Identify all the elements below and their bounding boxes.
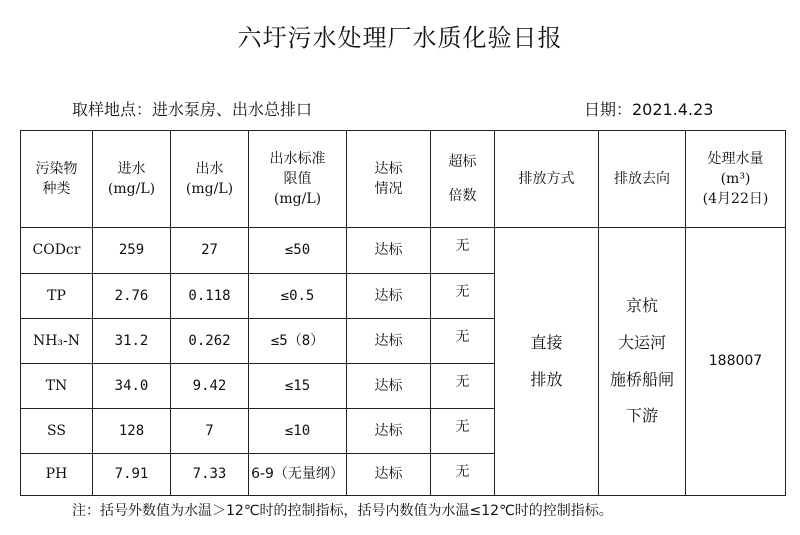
header-row <box>21 131 786 228</box>
exceed-cell: 无 <box>431 364 495 409</box>
outflow-cell: 0.118 <box>171 274 249 319</box>
header-discharge-method: 排放方式 <box>495 131 599 228</box>
exceed-cell: 无 <box>431 274 495 319</box>
status-cell: 达标 <box>347 274 431 319</box>
header-pollutant: 污染物 种类 <box>21 131 93 228</box>
inflow-cell: 34.0 <box>93 364 171 409</box>
pollutant-cell: NH₃-N <box>21 319 93 364</box>
outflow-cell: 27 <box>171 228 249 274</box>
exceed-cell: 无 <box>431 409 495 454</box>
status-cell: 达标 <box>347 319 431 364</box>
limit-cell: ≤15 <box>249 364 347 409</box>
inflow-cell: 7.91 <box>93 454 171 496</box>
inflow-cell: 259 <box>93 228 171 274</box>
limit-cell: ≤5（8） <box>249 319 347 364</box>
header-inflow: 进水 (mg/L) <box>93 131 171 228</box>
inflow-cell: 128 <box>93 409 171 454</box>
status-cell: 达标 <box>347 364 431 409</box>
sampling-location: 取样地点：进水泵房、出水总排口 <box>72 100 313 119</box>
exceed-cell: 无 <box>431 454 495 496</box>
water-quality-table <box>20 130 786 496</box>
outflow-cell: 7.33 <box>171 454 249 496</box>
inflow-cell: 2.76 <box>93 274 171 319</box>
inflow-cell: 31.2 <box>93 319 171 364</box>
footnote: 注：括号外数值为水温＞12℃时的控制指标，括号内数值为水温≤12℃时的控制指标。 <box>72 503 613 519</box>
header-limit: 出水标准 限值 (mg/L) <box>249 131 347 228</box>
exceed-cell: 无 <box>431 228 495 274</box>
exceed-cell: 无 <box>431 319 495 364</box>
report-title: 六圩污水处理厂水质化验日报 <box>237 24 563 52</box>
pollutant-cell: CODcr <box>21 228 93 274</box>
header-discharge-dest: 排放去向 <box>599 131 686 228</box>
header-outflow: 出水 (mg/L) <box>171 131 249 228</box>
status-cell: 达标 <box>347 454 431 496</box>
limit-cell: ≤10 <box>249 409 347 454</box>
header-status: 达标 情况 <box>347 131 431 228</box>
outflow-cell: 9.42 <box>171 364 249 409</box>
status-cell: 达标 <box>347 228 431 274</box>
header-volume: 处理水量 (m³) (4月22日) <box>686 131 786 228</box>
pollutant-cell: TN <box>21 364 93 409</box>
discharge-method-cell: 直接 排放 <box>495 228 599 496</box>
volume-cell: 188007 <box>686 228 786 496</box>
limit-cell: 6-9（无量纲） <box>249 454 347 496</box>
table-row <box>21 228 786 274</box>
outflow-cell: 7 <box>171 409 249 454</box>
report-date: 日期：2021.4.23 <box>584 100 714 119</box>
pollutant-cell: PH <box>21 454 93 496</box>
pollutant-cell: TP <box>21 274 93 319</box>
status-cell: 达标 <box>347 409 431 454</box>
discharge-dest-cell: 京杭 大运河 施桥船闸 下游 <box>599 228 686 496</box>
header-exceed: 超标 倍数 <box>431 131 495 228</box>
outflow-cell: 0.262 <box>171 319 249 364</box>
limit-cell: ≤0.5 <box>249 274 347 319</box>
limit-cell: ≤50 <box>249 228 347 274</box>
pollutant-cell: SS <box>21 409 93 454</box>
